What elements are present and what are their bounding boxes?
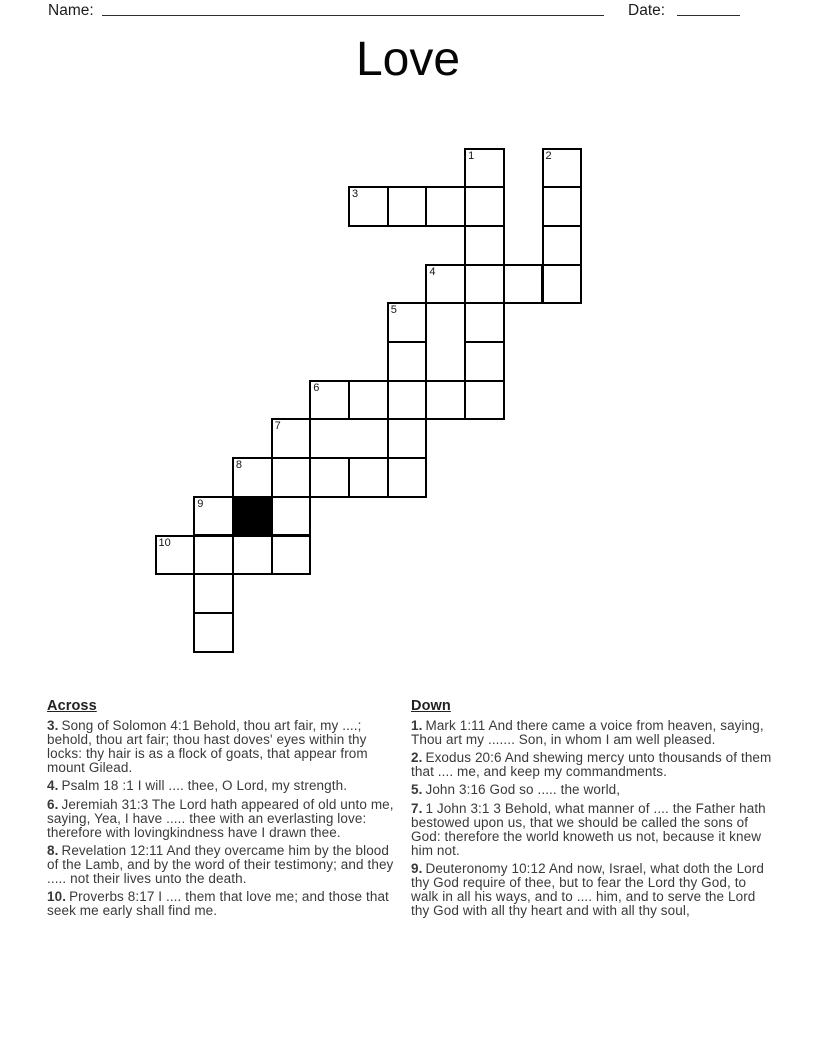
grid-cell: [425, 380, 466, 421]
clue-text: Psalm 18 :1 I will .... thee, O Lord, my strength.: [61, 778, 348, 794]
clue-across-4: [47, 779, 397, 793]
grid-cell: [464, 380, 505, 421]
cell-number: 10: [158, 536, 171, 549]
grid-cell: [464, 264, 505, 305]
clue-number: 4.: [47, 778, 59, 794]
grid-cell: [193, 612, 234, 653]
down-heading: Down: [411, 698, 451, 714]
grid-cell: [425, 186, 466, 227]
grid-cell: [387, 380, 428, 421]
grid-cell: [387, 418, 428, 459]
grid-cell: [232, 457, 273, 498]
grid-cell: [542, 186, 583, 227]
grid-cell: [348, 380, 389, 421]
grid-cell: [309, 457, 350, 498]
clue-number: 9.: [411, 860, 423, 876]
clue-text: Proverbs 8:17 I .... them that love me; and those that seek me early shall find me.: [47, 889, 389, 919]
grid-cell: [271, 418, 312, 459]
grid-cell: [155, 535, 196, 576]
clue-text: John 3:16 God so ..... the world,: [425, 782, 621, 798]
grid-cell: [425, 264, 466, 305]
grid-cell: [503, 264, 544, 305]
clue-number: 6.: [47, 796, 59, 812]
grid-cell: [464, 302, 505, 343]
clue-number: 7.: [411, 800, 423, 816]
clue-text: Song of Solomon 4:1 Behold, thou art fair, my ....; behold, thou art fair; thou hast doves' eyes within thy locks: thy hair is as a flock of goats, that appear from mount Gilead.: [47, 718, 368, 776]
clue-down-1: [411, 719, 777, 747]
clue-text: Revelation 12:11 And they overcame him by the blood of the Lamb, and by the word of their testimony; and they ..... not their lives unto the death.: [47, 842, 394, 887]
grid-cell: [464, 148, 505, 189]
grid-cell: [387, 302, 428, 343]
cell-number: 5: [390, 304, 397, 317]
grid-cell: [464, 341, 505, 382]
grid-cell: [193, 573, 234, 614]
grid-cell: [309, 380, 350, 421]
grid-cell: [425, 302, 466, 381]
clue-across-8: [47, 844, 397, 886]
grid-cell: [542, 148, 583, 189]
grid-cell: [542, 225, 583, 266]
clue-across-3: [47, 719, 397, 775]
grid-cell: [271, 535, 312, 576]
clue-down-7: [411, 802, 777, 858]
across-heading: Across: [47, 698, 97, 714]
page-title: Love: [355, 33, 461, 86]
clue-down-9: [411, 862, 777, 918]
clue-number: 2.: [411, 750, 423, 766]
cell-number: 4: [429, 265, 436, 278]
cell-number: 6: [313, 381, 320, 394]
clue-number: 10.: [47, 889, 67, 905]
grid-cell: [387, 457, 428, 498]
clue-text: Deuteronomy 10:12 And now, Israel, what doth the Lord thy God require of thee, but to fear the Lord thy God, to walk in all his ways, and to .... him, and to serve the Lord thy God with all thy heart and with all thy soul,: [411, 860, 764, 919]
name-label: Name:: [48, 2, 94, 19]
grid-cell: [387, 186, 428, 227]
grid-cell: [348, 186, 389, 227]
clue-number: 5.: [411, 782, 423, 798]
grid-cell: [193, 535, 234, 576]
date-label: Date:: [628, 2, 666, 19]
grid-cell: [542, 264, 583, 305]
grid-cell: [387, 341, 428, 382]
clue-across-10: [47, 890, 397, 918]
clue-number: 3.: [47, 718, 59, 734]
clue-across-6: [47, 798, 397, 840]
clue-number: 8.: [47, 842, 59, 858]
cell-number: 1: [468, 149, 475, 162]
cell-number: 2: [545, 149, 552, 162]
grid-cell: [232, 535, 273, 576]
grid-cell: [464, 186, 505, 227]
cell-number: 7: [274, 420, 281, 433]
clue-down-5: [411, 783, 777, 797]
cell-number: 9: [197, 497, 204, 510]
clue-down-2: [411, 751, 777, 779]
black-cell: [232, 496, 273, 537]
grid-cell: [464, 225, 505, 266]
grid-cell: [348, 457, 389, 498]
grid-cell: [271, 457, 312, 498]
grid-cell: [193, 496, 234, 537]
clue-text: Jeremiah 31:3 The Lord hath appeared of old unto me, saying, Yea, I have ..... thee with an everlasting love: therefore with lovingkindness have I drawn thee.: [47, 796, 394, 840]
cell-number: 3: [352, 188, 359, 201]
grid-cell: [309, 418, 388, 459]
cell-number: 8: [235, 459, 243, 472]
across-clues-section: [47, 699, 397, 922]
clue-text: Exodus 20:6 And shewing mercy unto thousands of them that .... me, and keep my commandments.: [411, 750, 772, 780]
down-clues-section: [411, 699, 777, 922]
clue-text: 1 John 3:1 3 Behold, what manner of .... the Father hath bestowed upon us, that we should be called the sons of God: therefore the world knoweth us not, because it knew him not.: [411, 800, 766, 858]
clue-text: Mark 1:11 And there came a voice from heaven, saying, Thou art my ....... Son, in whom I am well pleased.: [411, 718, 764, 748]
clue-number: 1.: [411, 718, 423, 734]
grid-cell: [271, 496, 312, 537]
